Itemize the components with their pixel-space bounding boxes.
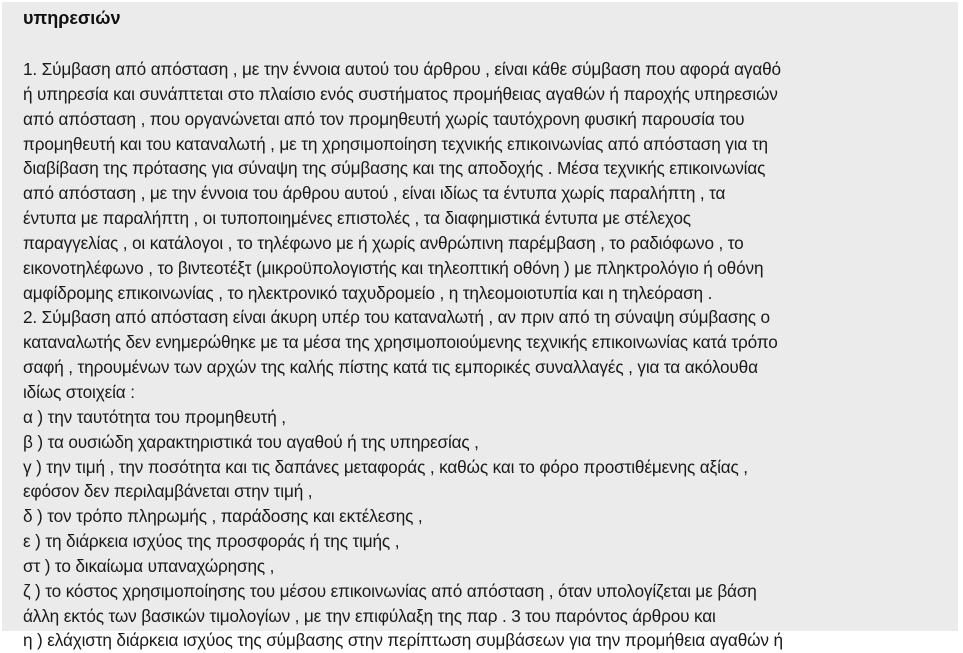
text-line: αμφίδρομης επικοινωνίας , το ηλεκτρονικό ταχυδρομείο , η τηλεομοιοτυπία και η τηλεόραση . xyxy=(23,282,713,303)
text-line: στ ) το δικαίωμα υπαναχώρησης , xyxy=(23,555,275,576)
text-line: 2. Σύμβαση από απόσταση είναι άκυρη υπέρ του καταναλωτή , αν πριν από τη σύναψη σύμβασης ο xyxy=(23,307,770,328)
text-line: β ) τα ουσιώδη χαρακτηριστικά του αγαθού ή της υπηρεσίας , xyxy=(23,431,479,452)
text-line: παραγγελίας , οι κατάλογοι , το τηλέφωνο με ή χωρίς ανθρώπινη παρέμβαση , το ραδιόφωνο , το xyxy=(23,232,744,253)
text-line: γ ) την τιμή , την ποσότητα και τις δαπάνες μεταφοράς , καθώς και το φόρο προστιθέμενης αξίας , xyxy=(23,456,748,477)
section-heading: υπηρεσιών xyxy=(23,8,121,28)
text-line: η ) ελάχιστη διάρκεια ισχύος της σύμβασης στην περίπτωση συμβάσεων για την προμήθεια αγαθών ή xyxy=(23,630,783,651)
text-line: α ) την ταυτότητα του προμηθευτή , xyxy=(23,406,286,427)
document-page xyxy=(2,2,958,651)
text-line: εικονοτηλέφωνο , το βιντεοτέξτ (μικροϋπολογιστής και τηλεοπτική οθόνη ) με πληκτρολόγιο ή οθόνη xyxy=(23,257,764,278)
text-line: ζ ) το κόστος χρησιμοποίησης του μέσου επικοινωνίας από απόσταση , όταν υπολογίζεται με βάση xyxy=(23,580,757,601)
document-body xyxy=(23,57,963,653)
text-line: έντυπα με παραλήπτη , οι τυποποιημένες επιστολές , τα διαφημιστικά έντυπα με στέλεχος xyxy=(23,208,691,229)
text-line: ιδίως στοιχεία : xyxy=(23,381,135,402)
text-line: δ ) τον τρόπο πληρωμής , παράδοσης και εκτέλεσης , xyxy=(23,506,423,527)
text-line: από απόσταση , με την έννοια του άρθρου αυτού , είναι ιδίως τα έντυπα χωρίς παραλήπτη , τα xyxy=(23,183,726,204)
text-line: σαφή , τηρουμένων των αρχών της καλής πίστης κατά τις εμπορικές συναλλαγές , για τα ακόλουθα xyxy=(23,357,758,378)
text-line: διαβίβαση της πρότασης για σύναψη της σύμβασης και της αποδοχής . Μέσα τεχνικής επικοινωνίας xyxy=(23,158,766,179)
text-line: καταναλωτής δεν ενημερώθηκε με τα μέσα της χρησιμοποιούμενης τεχνικής επικοινωνίας κατά τρόπο xyxy=(23,332,778,353)
text-line: προμηθευτή και του καταναλωτή , με τη χρησιμοποίηση τεχνικής επικοινωνίας από απόσταση για τη xyxy=(23,133,768,154)
text-line: από απόσταση , που οργανώνεται από τον προμηθευτή χωρίς ταυτόχρονη φυσική παρουσία του xyxy=(23,108,745,129)
text-line: εφόσον δεν περιλαμβάνεται στην τιμή , xyxy=(23,481,313,502)
text-line: ή υπηρεσία και συνάπτεται στο πλαίσιο ενός συστήματος προμήθειας αγαθών ή παροχής υπηρεσιών xyxy=(23,83,778,104)
text-line: ε ) τη διάρκεια ισχύος της προσφοράς ή της τιμής , xyxy=(23,531,400,552)
text-line: 1. Σύμβαση από απόσταση , με την έννοια αυτού του άρθρου , είναι κάθε σύμβαση που αφορά αγαθό xyxy=(23,59,781,79)
text-line: άλλη εκτός των βασικών τιμολογίων , με την επιφύλαξη της παρ . 3 του παρόντος άρθρου και xyxy=(23,605,716,626)
